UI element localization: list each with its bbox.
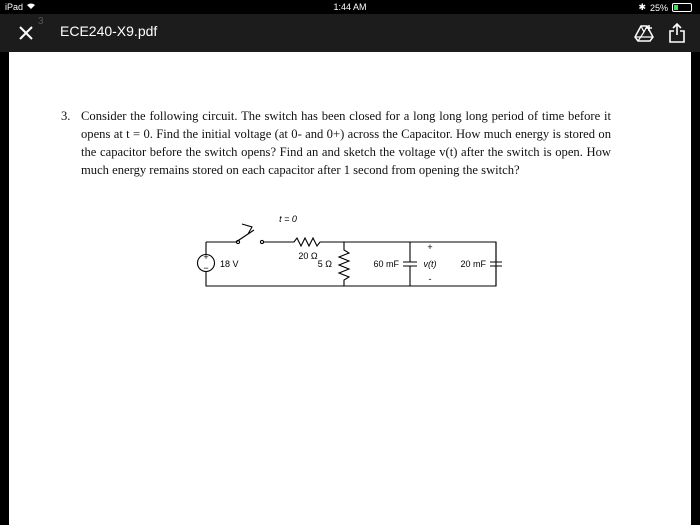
voltage-label: v(t) xyxy=(423,259,437,269)
document-title: ECE240-X9.pdf xyxy=(60,23,158,39)
pdf-page xyxy=(9,52,691,525)
resistor2-label: 5 Ω xyxy=(317,259,332,269)
bluetooth-icon: ✱ xyxy=(638,2,646,12)
voltage-minus: - xyxy=(428,274,432,284)
capacitor1-label: 60 mF xyxy=(373,259,399,269)
problem-text: Consider the following circuit. The switch has been closed for a long long long period of time before it opens at t = 0. Find the initial voltage (at 0- and 0+) across the Capacitor. How much energy is stored on the capacitor before the switch opens? Find an and sketch the voltage v(t) after the switch is open. How much energy remains stored on each capacitor after 1 second from opening the switch? xyxy=(81,109,611,177)
add-to-drive-button[interactable] xyxy=(634,23,654,43)
status-bar xyxy=(0,0,700,14)
google-drive-add-icon xyxy=(634,23,654,43)
status-right xyxy=(638,2,692,13)
share-icon xyxy=(668,22,686,44)
device-label: iPad xyxy=(5,2,36,12)
voltage-plus: + xyxy=(427,242,433,252)
capacitor2-label: 20 mF xyxy=(460,259,486,269)
circuit-diagram xyxy=(196,210,506,300)
share-button[interactable] xyxy=(668,22,686,44)
source-minus: − xyxy=(203,263,209,273)
close-icon xyxy=(14,21,38,45)
clock: 1:44 AM xyxy=(333,2,367,12)
battery-percent: 25% xyxy=(649,2,668,13)
problem-block xyxy=(61,107,611,179)
source-voltage-label: 18 V xyxy=(220,259,239,269)
problem-number: 3. xyxy=(61,109,71,123)
page-ghost-label: 3 xyxy=(38,16,44,27)
document-toolbar xyxy=(0,14,700,52)
resistor1-label: 20 Ω xyxy=(298,251,318,261)
switch-time-label: t = 0 xyxy=(279,214,297,224)
source-plus: + xyxy=(203,252,209,262)
battery-icon xyxy=(672,3,692,12)
close-button[interactable] xyxy=(14,21,38,45)
